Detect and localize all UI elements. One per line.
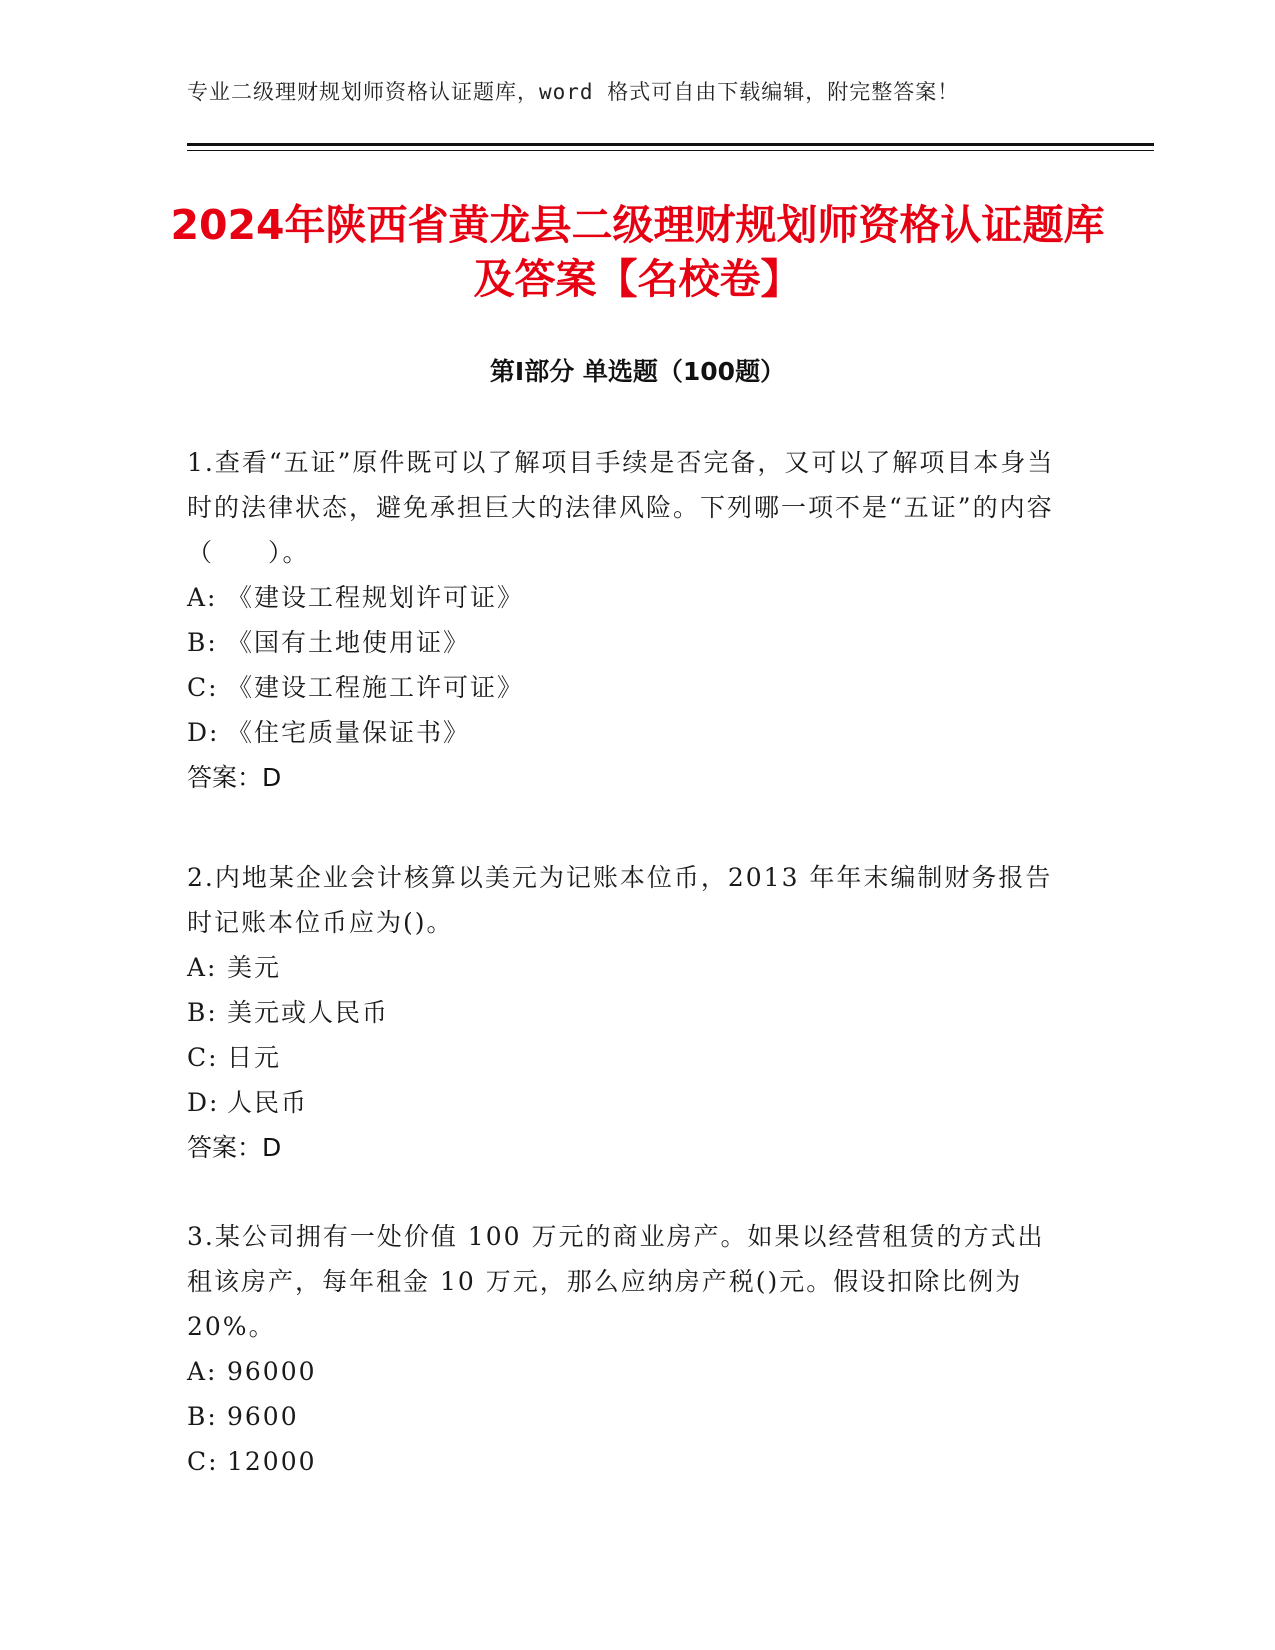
option-c [187,665,1067,710]
option-d [187,1080,1067,1125]
option-key: C: [187,1447,219,1476]
option-text: 美元 [227,953,282,982]
option-b [187,990,1067,1035]
option-d [187,710,1067,755]
option-key: B: [187,998,218,1027]
option-a [187,575,1067,620]
answer-line: 答案：D [187,763,282,792]
answer-line: 答案：D [187,1133,282,1162]
option-key: D: [187,1088,220,1117]
header-note: 专业二级理财规划师资格认证题库，word 格式可自由下载编辑，附完整答案！ [187,80,960,104]
option-text: 9600 [227,1402,299,1431]
option-text: 12000 [227,1447,317,1476]
option-key: C: [187,1043,219,1072]
option-a [187,945,1067,990]
option-key: A: [187,583,218,612]
question-stem: 3.某公司拥有一处价值 100 万元的商业房产。如果以经营租赁的方式出租该房产，每年租金 10 万元，那么应纳房产税()元。假设扣除比例为 20%。 [187,1222,1045,1341]
option-b [187,620,1067,665]
header-rule-thin [187,150,1154,151]
option-text: 96000 [227,1357,317,1386]
question-stem: 1.查看“五证”原件既可以了解项目手续是否完备，又可以了解项目本身当时的法律状态，避免承担巨大的法律风险。下列哪一项不是“五证”的内容（ ）。 [187,448,1055,567]
question-2 [187,855,1067,1170]
option-c [187,1439,1067,1484]
section-heading: 第Ⅰ部分 单选题（100题） [489,357,786,386]
header-rule-thick [187,143,1154,146]
option-text: 日元 [227,1043,282,1072]
option-b [187,1394,1067,1439]
question-stem: 2.内地某企业会计核算以美元为记账本位币，2013 年年末编制财务报告时记账本位币应为()。 [187,863,1053,937]
question-3 [187,1214,1067,1484]
option-key: A: [187,953,218,982]
option-text: 《国有土地使用证》 [227,628,471,657]
option-key: A: [187,1357,218,1386]
option-key: C: [187,673,219,702]
option-text: 《住宅质量保证书》 [227,718,471,747]
option-key: D: [187,718,220,747]
option-a [187,1349,1067,1394]
option-c [187,1035,1067,1080]
option-text: 人民币 [227,1088,309,1117]
option-key: B: [187,1402,218,1431]
option-text: 美元或人民币 [227,998,390,1027]
document-title: 2024年陕西省黄龙县二级理财规划师资格认证题库及答案【名校卷】 [170,201,1105,303]
option-text: 《建设工程规划许可证》 [227,583,525,612]
option-key: B: [187,628,218,657]
option-text: 《建设工程施工许可证》 [227,673,525,702]
question-1 [187,440,1067,800]
